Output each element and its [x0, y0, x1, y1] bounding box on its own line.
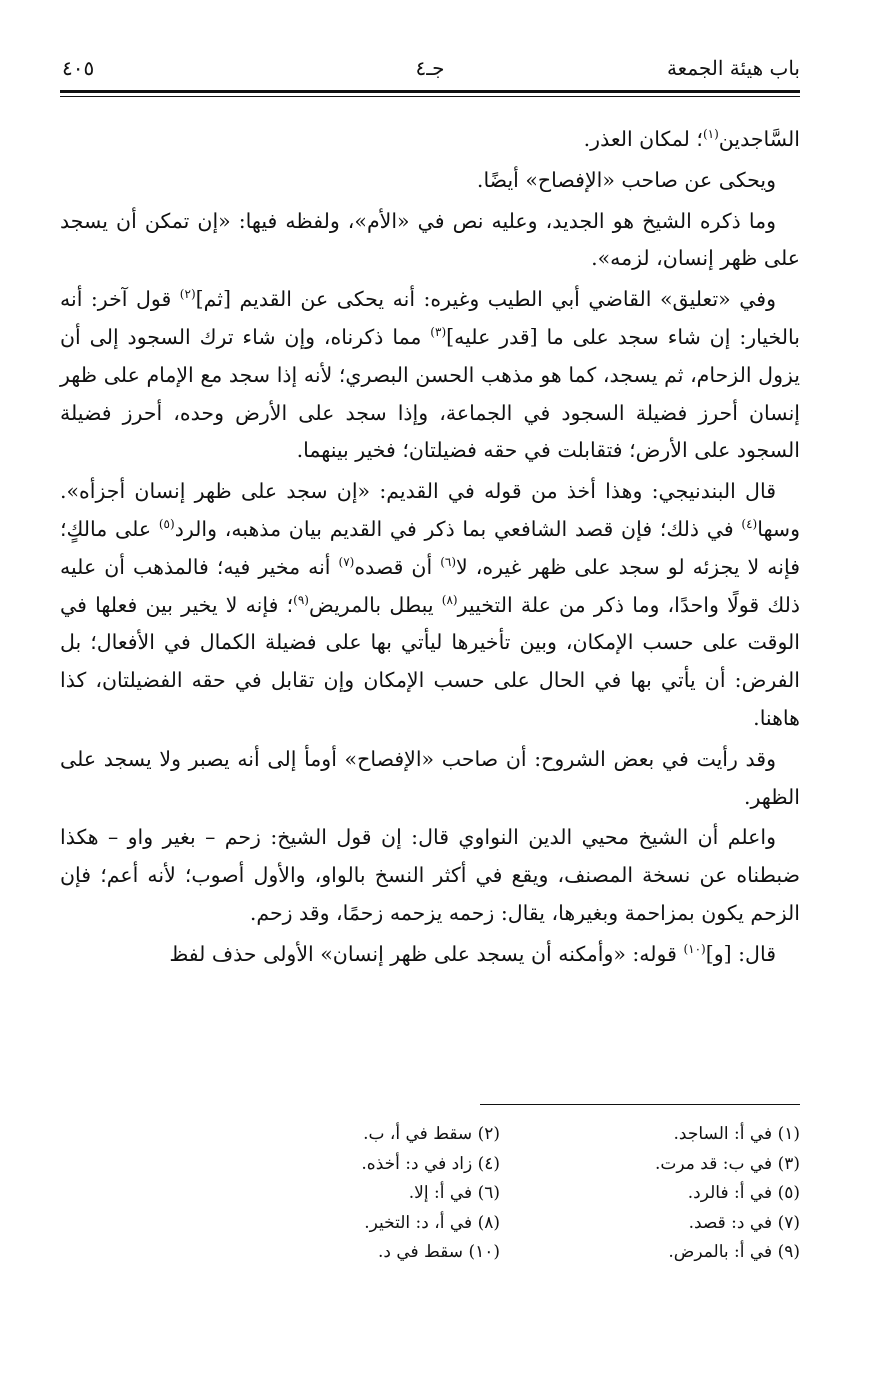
footnote-ref: (٩) [293, 592, 309, 607]
footnote: (٥) في أ: فالرد. [687, 1183, 800, 1203]
footnote-ref: (٦) [440, 554, 457, 569]
footnote: (٦) في أ: إلا. [408, 1183, 500, 1203]
footnote-ref: (٨) [441, 592, 458, 607]
footnote: (١٠) سقط في د. [377, 1242, 500, 1262]
main-text [60, 121, 800, 974]
chapter-title: باب هيئة الجمعة [666, 56, 800, 80]
running-header [60, 48, 800, 88]
paragraph: واعلم أن الشيخ محيي الدين النواوي قال: إن قول الشيخ: زحم – بغير واو – هكذا ضبطناه عن نسخة المصنف، ويقع في أكثر النسخ بالواو، والأول أصوب؛ لأنه أعم؛ فإن الزحم يكون بمزاحمة وبغيرها، يقال: زحمه يزحمه زحمًا، وقد زحم. [60, 825, 800, 925]
footnote-ref: (١) [702, 127, 719, 142]
paragraph: قال: [و]$^{(١٠)}$ قوله: «وأمكنه أن يسجد على ظهر إنسان» الأولى حذف لفظ [169, 941, 776, 966]
footnote-separator [480, 1104, 800, 1105]
footnote: (٢) سقط في أ، ب. [363, 1124, 500, 1144]
paragraph: ويحكى عن صاحب «الإفصاح» أيضًا. [476, 167, 776, 192]
footnote-ref: (٥) [158, 517, 175, 532]
page-number: ٤٠٥ [62, 56, 95, 80]
footnote-ref: (٢) [179, 287, 196, 302]
book-page [60, 48, 800, 1348]
footnote-ref: (٣) [430, 325, 447, 340]
paragraph: قال البندنيجي: وهذا أخذ من قوله في القديم: «إن سجد على ظهر إنسان أجزأه». وسها$^{(٤)}$ في ذلك؛ فإن قصد الشافعي بما ذكر في القديم بيان مذهبه، والرد$^{(٥)}$ على مالكٍ؛ فإنه لا يجزئه لو سجد على ظهر غيره، لا$^{(٦)}$ أن قصده$^{(٧)}$ أنه مخير فيه؛ فالمذهب أن عليه ذلك قولًا واحدًا، وما ذكر من علة التخيير$^{(٨)}$ يبطل بالمريض$^{(٩)}$؛ فإنه لا يخير بين فعلها في الوقت على حسب الإمكان، وبين تأخيرها ليأتي بها على فضيلة الكمال في الأفعال؛ بل الفرض: أن يأتي بها في الحال على حسب الإمكان وإن تقابل في حقه الفضيلتان، كذا هاهنا. [60, 479, 801, 730]
footnote: (٧) في د: قصد. [688, 1212, 800, 1233]
footnote: (٩) في أ: بالمرض. [668, 1242, 800, 1262]
footnote: (١) في أ: الساجد. [673, 1124, 800, 1144]
header-rule [60, 90, 800, 97]
paragraph: وما ذكره الشيخ هو الجديد، وعليه نص في «الأم»، ولفظه فيها: «إن تمكن أن يسجد على ظهر إنسان، لزمه». [60, 208, 800, 271]
paragraph: وقد رأيت في بعض الشروح: أن صاحب «الإفصاح» أومأ إلى أنه يصبر ولا يسجد على الظهر. [60, 746, 800, 809]
volume-label: جـ٤ [415, 56, 445, 80]
footnotes [240, 1120, 800, 1268]
footnote-ref: (٤) [741, 517, 758, 532]
footnote-ref: (١٠) [683, 941, 706, 956]
footnote: (٣) في ب: قد مرت. [654, 1153, 800, 1174]
paragraph: السَّاجدين$^{(١)}$؛ لمكان العذر. [583, 127, 800, 151]
footnote: (٨) في أ، د: التخير. [364, 1212, 500, 1233]
paragraph: وفي «تعليق» القاضي أبي الطيب وغيره: أنه يحكى عن القديم [ثم]$^{(٢)}$ قول آخر: أنه بالخيار: إن شاء سجد على ما [قدر عليه]$^{(٣)}$ مما ذكرناه، وإن شاء ترك السجود إلى أن يزول الزحام، ثم يسجد، كما هو مذهب الحسن البصري؛ لأنه إذا سجد مع الإمام على ظهر إنسان أحرز فضيلة السجود في الجماعة، وإذا سجد على الأرض وحده، أحرز فضيلة السجود على الأرض؛ فتقابلت في حقه فضيلتان؛ فخير بينهما. [60, 287, 800, 463]
footnote-ref: (٧) [338, 554, 355, 569]
footnote: (٤) زاد في د: أخذه. [361, 1153, 500, 1174]
